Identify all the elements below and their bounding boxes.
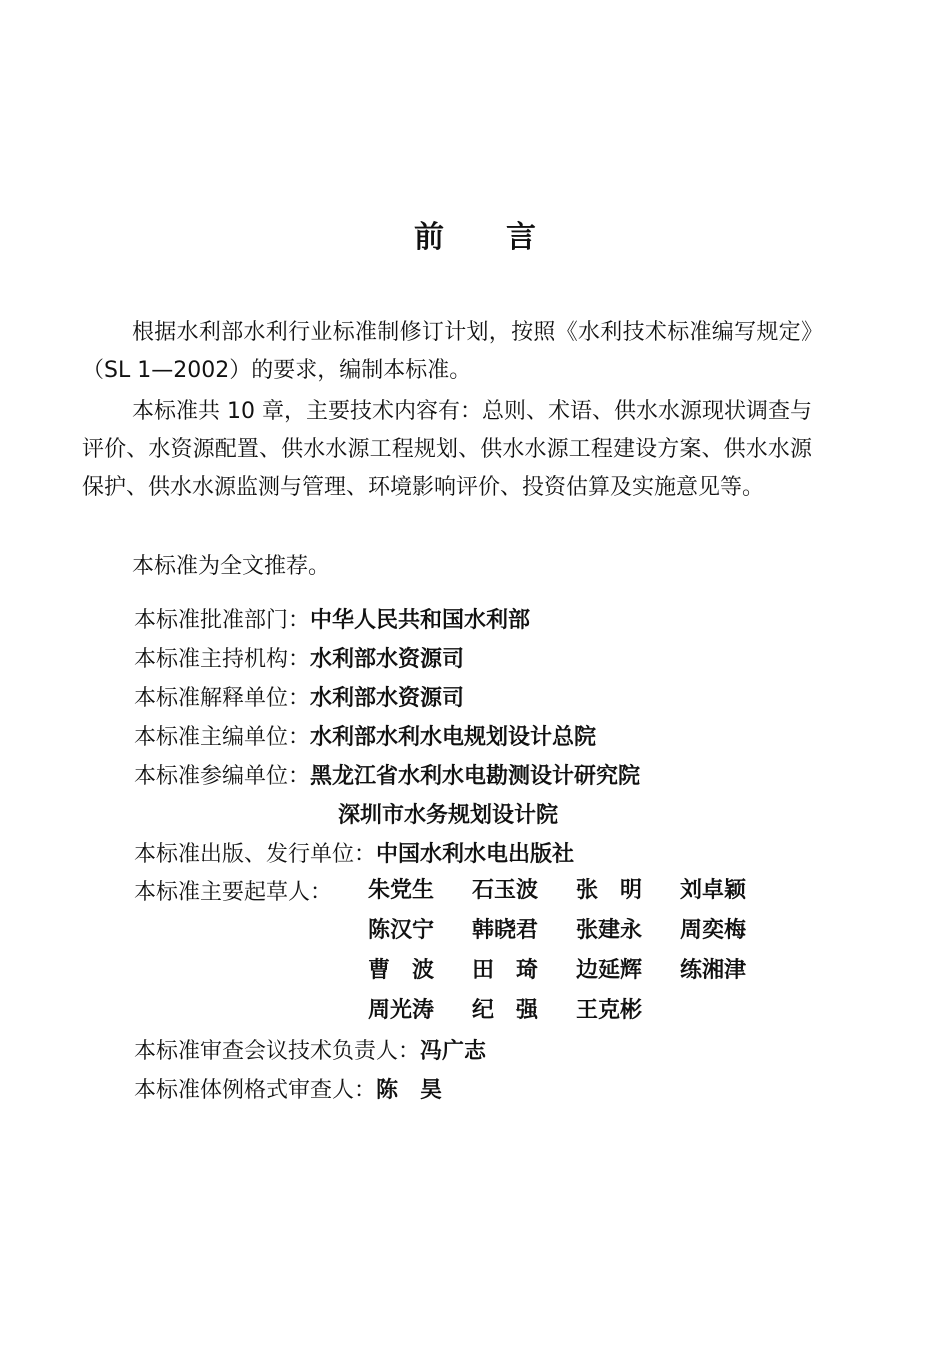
format-review-line	[134, 1078, 442, 1104]
drafter-name: 曹 波	[368, 958, 435, 983]
chief-unit-value: 水利部水利水电规划设计总院	[310, 725, 597, 750]
review-tech-line	[134, 1039, 486, 1065]
review-tech-value: 冯广志	[420, 1039, 487, 1064]
drafters-list	[368, 878, 784, 1038]
co-unit-line	[134, 764, 640, 790]
paragraph-recommendation: 本标准为全文推荐。	[132, 554, 331, 579]
approval-dept-line	[134, 608, 530, 634]
drafter-name: 张建永	[576, 918, 643, 943]
host-org-label: 本标准主持机构：	[134, 647, 311, 672]
drafter-name: 练湘津	[680, 958, 747, 983]
drafter-row	[368, 878, 784, 918]
drafter-name: 刘卓颖	[680, 878, 747, 903]
publisher-line	[134, 842, 574, 868]
drafter-row	[368, 998, 784, 1038]
drafter-row	[368, 918, 784, 958]
approval-dept-label: 本标准批准部门：	[134, 608, 311, 633]
co-unit-value-1: 黑龙江省水利水电勘测设计研究院	[310, 764, 641, 789]
publisher-label: 本标准出版、发行单位：	[134, 842, 377, 867]
chief-unit-line	[134, 725, 596, 751]
chief-unit-label: 本标准主编单位：	[134, 725, 311, 750]
drafter-name: 周光涛	[368, 998, 435, 1023]
format-review-label: 本标准体例格式审查人：	[134, 1078, 377, 1103]
drafter-name: 边延辉	[576, 958, 643, 983]
paragraph-contents: 本标准共 10 章，主要技术内容有：总则、术语、供水水源现状调查与评价、水资源配置、供水水源工程规划、供水水源工程建设方案、供水水源保护、供水水源监测与管理、环境影响评价、投资估算及实施意见等。	[82, 399, 812, 500]
drafter-name: 田 琦	[472, 958, 539, 983]
drafters-label: 本标准主要起草人：	[134, 880, 333, 905]
review-tech-label: 本标准审查会议技术负责人：	[134, 1039, 421, 1064]
co-unit-label: 本标准参编单位：	[134, 764, 311, 789]
drafter-row	[368, 958, 784, 998]
interpret-unit-value: 水利部水资源司	[310, 686, 465, 711]
co-unit-value-2: 深圳市水务规划设计院	[338, 803, 559, 828]
host-org-value: 水利部水资源司	[310, 647, 465, 672]
paragraph-basis: 根据水利部水利行业标准制修订计划，按照《水利技术标准编写规定》（SL 1—2002）的要求，编制本标准。	[82, 320, 812, 383]
interpret-unit-line	[134, 686, 464, 712]
drafter-name: 周奕梅	[680, 918, 747, 943]
title-char-2: 言	[506, 220, 536, 255]
drafters-line	[134, 880, 332, 906]
drafter-name: 王克彬	[576, 998, 643, 1023]
drafter-name: 石玉波	[472, 878, 539, 903]
drafter-name: 纪 强	[472, 998, 539, 1023]
format-review-value: 陈 昊	[376, 1078, 443, 1103]
interpret-unit-label: 本标准解释单位：	[134, 686, 311, 711]
drafter-name: 韩晓君	[472, 918, 539, 943]
drafter-name: 朱党生	[368, 878, 435, 903]
drafter-name: 张 明	[576, 878, 643, 903]
host-org-line	[134, 647, 464, 673]
drafter-name: 陈汉宁	[368, 918, 435, 943]
approval-dept-value: 中华人民共和国水利部	[310, 608, 531, 633]
title-char-1: 前	[414, 220, 444, 255]
page-title	[0, 212, 950, 256]
publisher-value: 中国水利水电出版社	[376, 842, 575, 867]
